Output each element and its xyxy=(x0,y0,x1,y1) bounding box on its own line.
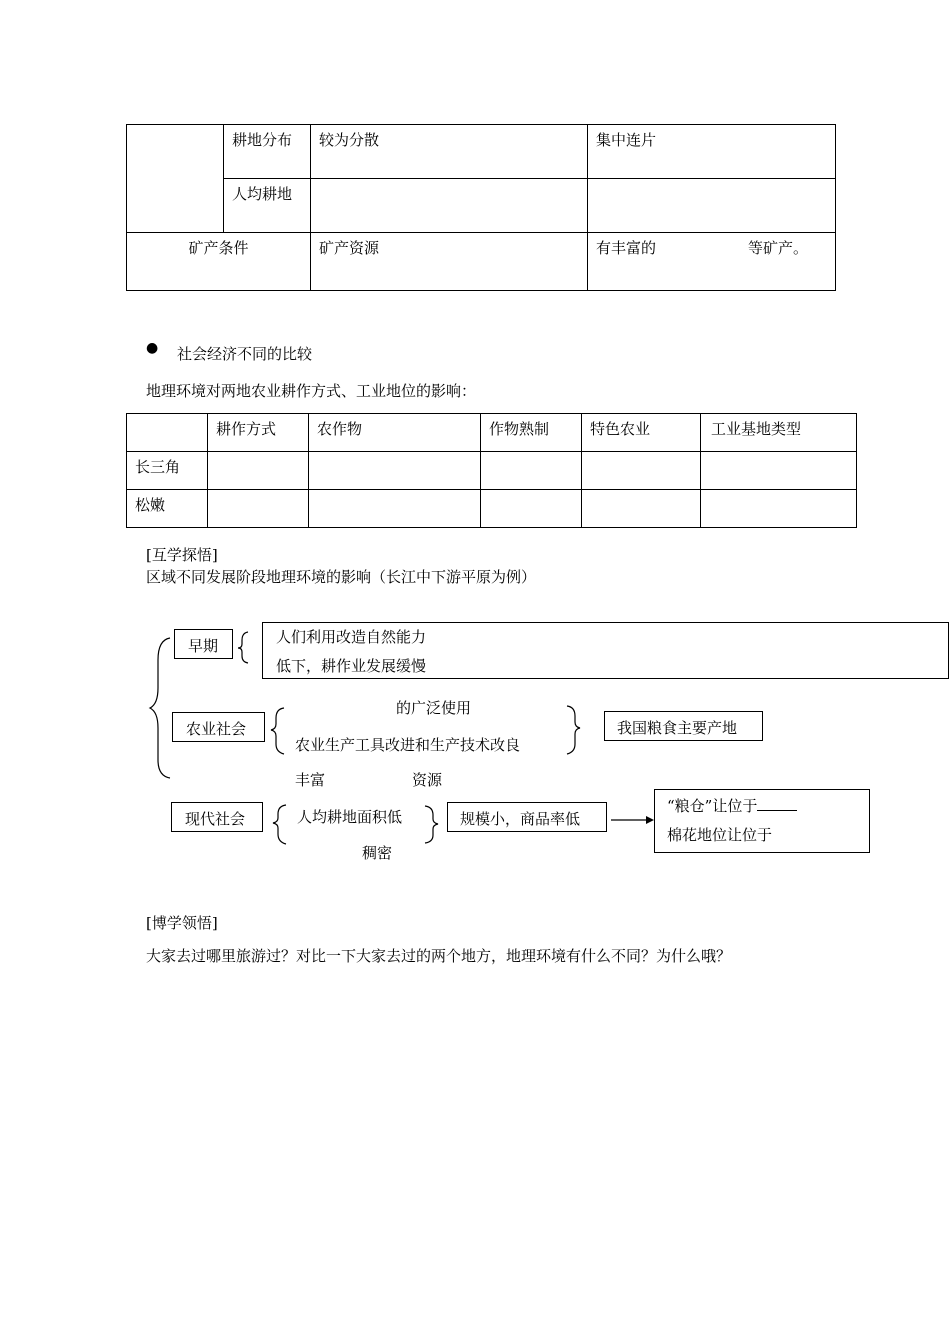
agri-line-2: 农业生产工具改进和生产技术改良 xyxy=(295,736,521,754)
cell-empty xyxy=(582,452,701,490)
fill-in-blank xyxy=(757,796,797,811)
intro-text: 地理环境对两地农业耕作方式、工业地位的影响： xyxy=(146,382,477,400)
main-brace xyxy=(150,638,170,778)
row-label-songnen: 松嫩 xyxy=(127,490,208,528)
row-label-mineral-conditions: 矿产条件 xyxy=(127,233,311,291)
cell-empty xyxy=(481,490,582,528)
modern-line-2: 稠密 xyxy=(362,844,393,862)
early-line-2: 低下，耕作业发展缓慢 xyxy=(276,657,427,675)
modern-left-brace xyxy=(273,805,286,844)
mineral-text-a: 有丰富的 xyxy=(596,239,657,257)
agri-result-label: 我国粮食主要产地 xyxy=(617,719,738,737)
header-crops: 农作物 xyxy=(309,414,481,452)
cell-empty xyxy=(208,452,309,490)
mutual-learning-label: [互学探悟] xyxy=(146,546,218,564)
header-industrial-base-type: 工业基地类型 xyxy=(701,414,857,452)
agri-line-3b: 资源 xyxy=(412,771,443,789)
agri-right-brace xyxy=(567,706,580,754)
modern-society-label: 现代社会 xyxy=(185,810,246,828)
header-cropping-system: 作物熟制 xyxy=(481,414,582,452)
early-line-1: 人们利用改造自然能力 xyxy=(276,628,427,646)
modern-right-brace xyxy=(425,806,438,843)
cell-empty xyxy=(208,490,309,528)
row-label-farmland-distribution: 耕地分布 xyxy=(224,125,311,179)
header-featured-agriculture: 特色农业 xyxy=(582,414,701,452)
cell-empty xyxy=(309,452,481,490)
row-label-yangtze-delta: 长三角 xyxy=(127,452,208,490)
broad-learning-text: 大家去过哪里旅游过？对比一下大家去过的两个地方，地理环境有什么不同？为什么哦？ xyxy=(146,947,732,965)
header-farming-method: 耕作方式 xyxy=(208,414,309,452)
cell-empty xyxy=(311,179,588,233)
empty-category-cell xyxy=(127,125,224,233)
early-stage-label: 早期 xyxy=(188,637,219,655)
section-title: 社会经济不同的比较 xyxy=(177,345,313,363)
modern-line-1: 人均耕地面积低 xyxy=(297,808,403,826)
cell-empty xyxy=(588,179,836,233)
modern-result-text-1: “粮仓”让位于 xyxy=(667,797,758,815)
cell-empty xyxy=(701,490,857,528)
early-brace xyxy=(238,632,248,663)
agri-line-3a: 丰富 xyxy=(295,771,326,789)
cell-empty xyxy=(582,490,701,528)
broad-learning-label: [博学领悟] xyxy=(146,914,218,932)
agri-line-1: 的广泛使用 xyxy=(396,699,472,717)
agri-left-brace xyxy=(271,708,284,754)
mineral-text-b: 等矿产。 xyxy=(748,239,809,257)
cell-empty xyxy=(701,452,857,490)
modern-mid-label: 规模小，商品率低 xyxy=(460,810,581,828)
cell-empty xyxy=(309,490,481,528)
modern-result-line-1 xyxy=(667,795,797,816)
row-label-per-capita-farmland: 人均耕地 xyxy=(224,179,311,233)
cell-mineral-rich xyxy=(588,233,836,291)
header-empty xyxy=(127,414,208,452)
cell-scattered: 较为分散 xyxy=(311,125,588,179)
agri-society-label: 农业社会 xyxy=(186,720,247,738)
mutual-learning-text: 区域不同发展阶段地理环境的影响（长江中下游平原为例） xyxy=(146,568,537,586)
resource-table xyxy=(126,124,836,291)
cell-mineral-resources: 矿产资源 xyxy=(311,233,588,291)
modern-result-line-2: 棉花地位让位于 xyxy=(667,826,773,844)
cell-empty xyxy=(481,452,582,490)
comparison-table xyxy=(126,413,857,528)
bullet-icon: ● xyxy=(146,340,159,356)
cell-concentrated: 集中连片 xyxy=(588,125,836,179)
